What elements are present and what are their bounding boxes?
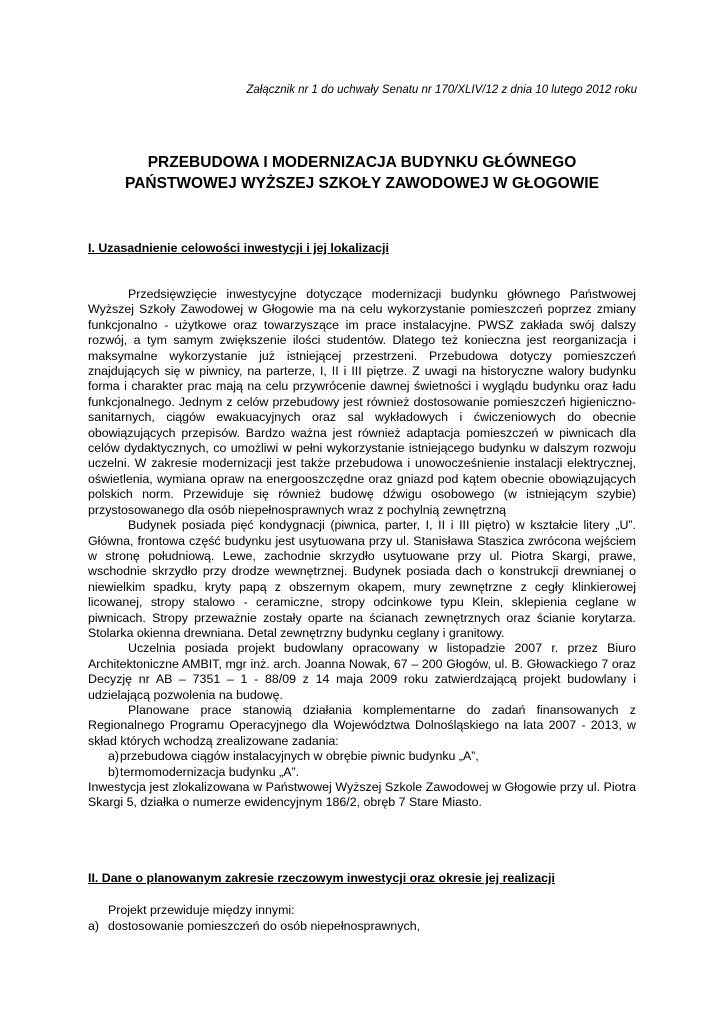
attachment-note: Załącznik nr 1 do uchwały Senatu nr 170/XLIV/12 z dnia 10 lutego 2012 roku: [246, 84, 637, 96]
title-line-1: PRZEBUDOWA I MODERNIZACJA BUDYNKU GŁÓWNEGO: [147, 154, 577, 171]
list-item-text: przebudowa ciągów instalacyjnych w obrębie piwnic budynku „A”,: [120, 749, 479, 764]
paragraph-1: Przedsięwzięcie inwestycyjne dotyczące modernizacji budynku głównego Państwowej Wyższej Szkoły Zawodowej w Głogowie ma na celu wykorzystanie pomieszczeń poprzez zmiany funkcjonalno - użytkowe oraz towarzyszące im prace instalacyjne. PWSZ zakłada swój dalszy rozwój, a tym samym zwiększenie ilości studentów. Dlatego też konieczna jest reorganizacja i maksymalne wykorzystanie już istniejącej przestrzeni. Przebudowa dotyczy pomieszczeń znajdujących się w piwnicy, na parterze, I, II i III piętrze. Z uwagi na historyczne walory budynku forma i charakter prac mają na celu przywrócenie dawnej świetności i wyglądu budynku oraz ładu funkcjonalnego. Jednym z celów przebudowy jest również dostosowanie pomieszczeń higieniczno-sanitarnych, ciągów ewakuacyjnych oraz sal wykładowych i ćwiczeniowych do obecnie obowiązujących przepisów. Bardzo ważna jest również adaptacja pomieszczeń w piwnicach dla celów dydaktycznych, co umożliwi w pełni wykorzystanie istniejącego budynku w dalszym rozwoju uczelni. W zakresie modernizacji jest także przebudowa i unowocześnienie instalacji elektrycznej, oświetlenia, wymiana opraw na energooszczędne oraz gniazd pod kątem obecnie obowiązujących polskich norm. Przewiduje się również budowę dźwigu osobowego (w istniejącym szybie) przystosowanego dla osób niepełnosprawnych wraz z pochylnią zewnętrzną: [88, 287, 636, 517]
list-item: [88, 749, 636, 764]
project-scope-list: [88, 918, 636, 934]
section-2-body: [88, 902, 636, 934]
list-item: [88, 765, 636, 780]
list-marker: a): [108, 749, 120, 764]
list-marker: a): [88, 919, 100, 933]
list-item-text: dostosowanie pomieszczeń do osób niepełnosprawnych,: [108, 919, 421, 933]
paragraph-3: Uczelnia posiada projekt budowlany opracowany w listopadzie 2007 r. przez Biuro Architektoniczne AMBIT, mgr inż. arch. Joanna Nowak, 67 – 200 Głogów, ul. B. Głowackiego 7 oraz Decyzję nr AB – 7351 – 1 - 88/09 z 14 maja 2009 roku zatwierdzającą projekt budowlany i udzielającą pozwolenia na budowę.: [88, 641, 636, 702]
section-1-body: [88, 287, 636, 811]
section-2-heading: II. Dane o planowanym zakresie rzeczowym inwestycji oraz okresie jej realizacji: [88, 871, 555, 885]
section-2-intro: Projekt przewiduje między innymi:: [108, 903, 295, 917]
list-marker: b): [108, 764, 120, 779]
list-item-text: termomodernizacja budynku „A”.: [120, 764, 300, 779]
document-title: [0, 152, 724, 194]
paragraph-2: Budynek posiada pięć kondygnacji (piwnica, parter, I, II i III piętro) w kształcie litery „U”. Główna, frontowa część budynku jest usytuowana przy ul. Stanisława Staszica zwrócona wejściem w stronę południową. Lewe, zachodnie skrzydło usytuowane przy ul. Piotra Skargi, prawe, wschodnie skrzydło przy drodze wewnętrznej. Budynek posiada dach o konstrukcji drewnianej o niewielkim spadku, kryty papą z obszernym okapem, mury zewnętrzne z cegły klinkierowej licowanej, stropy stalowo - ceramiczne, stropy odcinkowe typu Klein, sklepienia ceglane w piwnicach. Stropy przeważnie zostały oparte na ścianach zewnętrznych oraz ścianie korytarza. Stolarka okienna drewniana. Detal zewnętrzny budynku ceglany i granitowy.: [88, 518, 636, 640]
list-item: [88, 918, 636, 934]
paragraph-4: Planowane prace stanowią działania komplementarne do zadań finansowanych z Regionalnego Programu Operacyjnego dla Województwa Dolnośląskiego na lata 2007 - 2013, w skład których wchodzą zrealizowane zadania:: [88, 702, 636, 748]
section-1-heading: I. Uzasadnienie celowości inwestycji i jej lokalizacji: [88, 241, 389, 255]
completed-tasks-list: [88, 749, 636, 780]
paragraph-5: Inwestycja jest zlokalizowana w Państwowej Wyższej Szkole Zawodowej w Głogowie przy ul. Piotra Skargi 5, działka o numerze ewidencyjnym 186/2, obręb 7 Stare Miasto.: [88, 780, 636, 810]
title-line-2: PAŃSTWOWEJ WYŻSZEJ SZKOŁY ZAWODOWEJ W GŁOGOWIE: [125, 175, 599, 192]
